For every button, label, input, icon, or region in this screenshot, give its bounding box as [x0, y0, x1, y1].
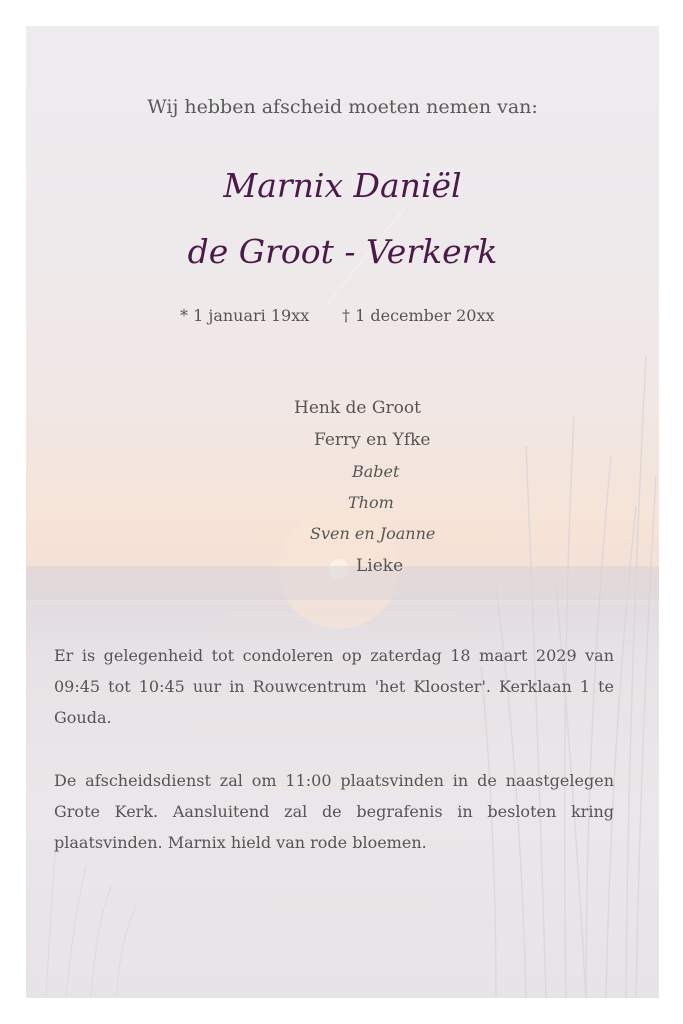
- family-member: Lieke: [356, 556, 404, 576]
- family-member: Sven en Joanne: [310, 524, 436, 543]
- birth-date: * 1 januari 19xx: [180, 306, 310, 325]
- horizon-band: [26, 566, 659, 600]
- deceased-name-last: de Groot - Verkerk: [187, 232, 498, 271]
- reeds-left: [46, 846, 136, 998]
- service-paragraph: De afscheidsdienst zal om 11:00 plaatsvinden in de naastgelegen Grote Kerk. Aansluitend zal de begrafenis in besloten kring plaatsvinden. Marnix hield van rode bloemen.: [54, 771, 614, 852]
- family-member: Henk de Groot: [294, 398, 421, 418]
- deceased-name-first: Marnix Daniël: [223, 166, 462, 205]
- death-date: † 1 december 20xx: [342, 306, 495, 325]
- family-member: Ferry en Yfke: [314, 430, 431, 450]
- family-member: Babet: [352, 462, 400, 481]
- condolence-paragraph: Er is gelegenheid tot condoleren op zaterdag 18 maart 2029 van 09:45 tot 10:45 uur in Rouwcentrum 'het Klooster'. Kerklaan 1 te Gouda.: [54, 646, 614, 727]
- funeral-notice-card: [26, 26, 659, 998]
- intro-line: Wij hebben afscheid moeten nemen van:: [147, 96, 538, 118]
- family-member: Thom: [348, 493, 394, 512]
